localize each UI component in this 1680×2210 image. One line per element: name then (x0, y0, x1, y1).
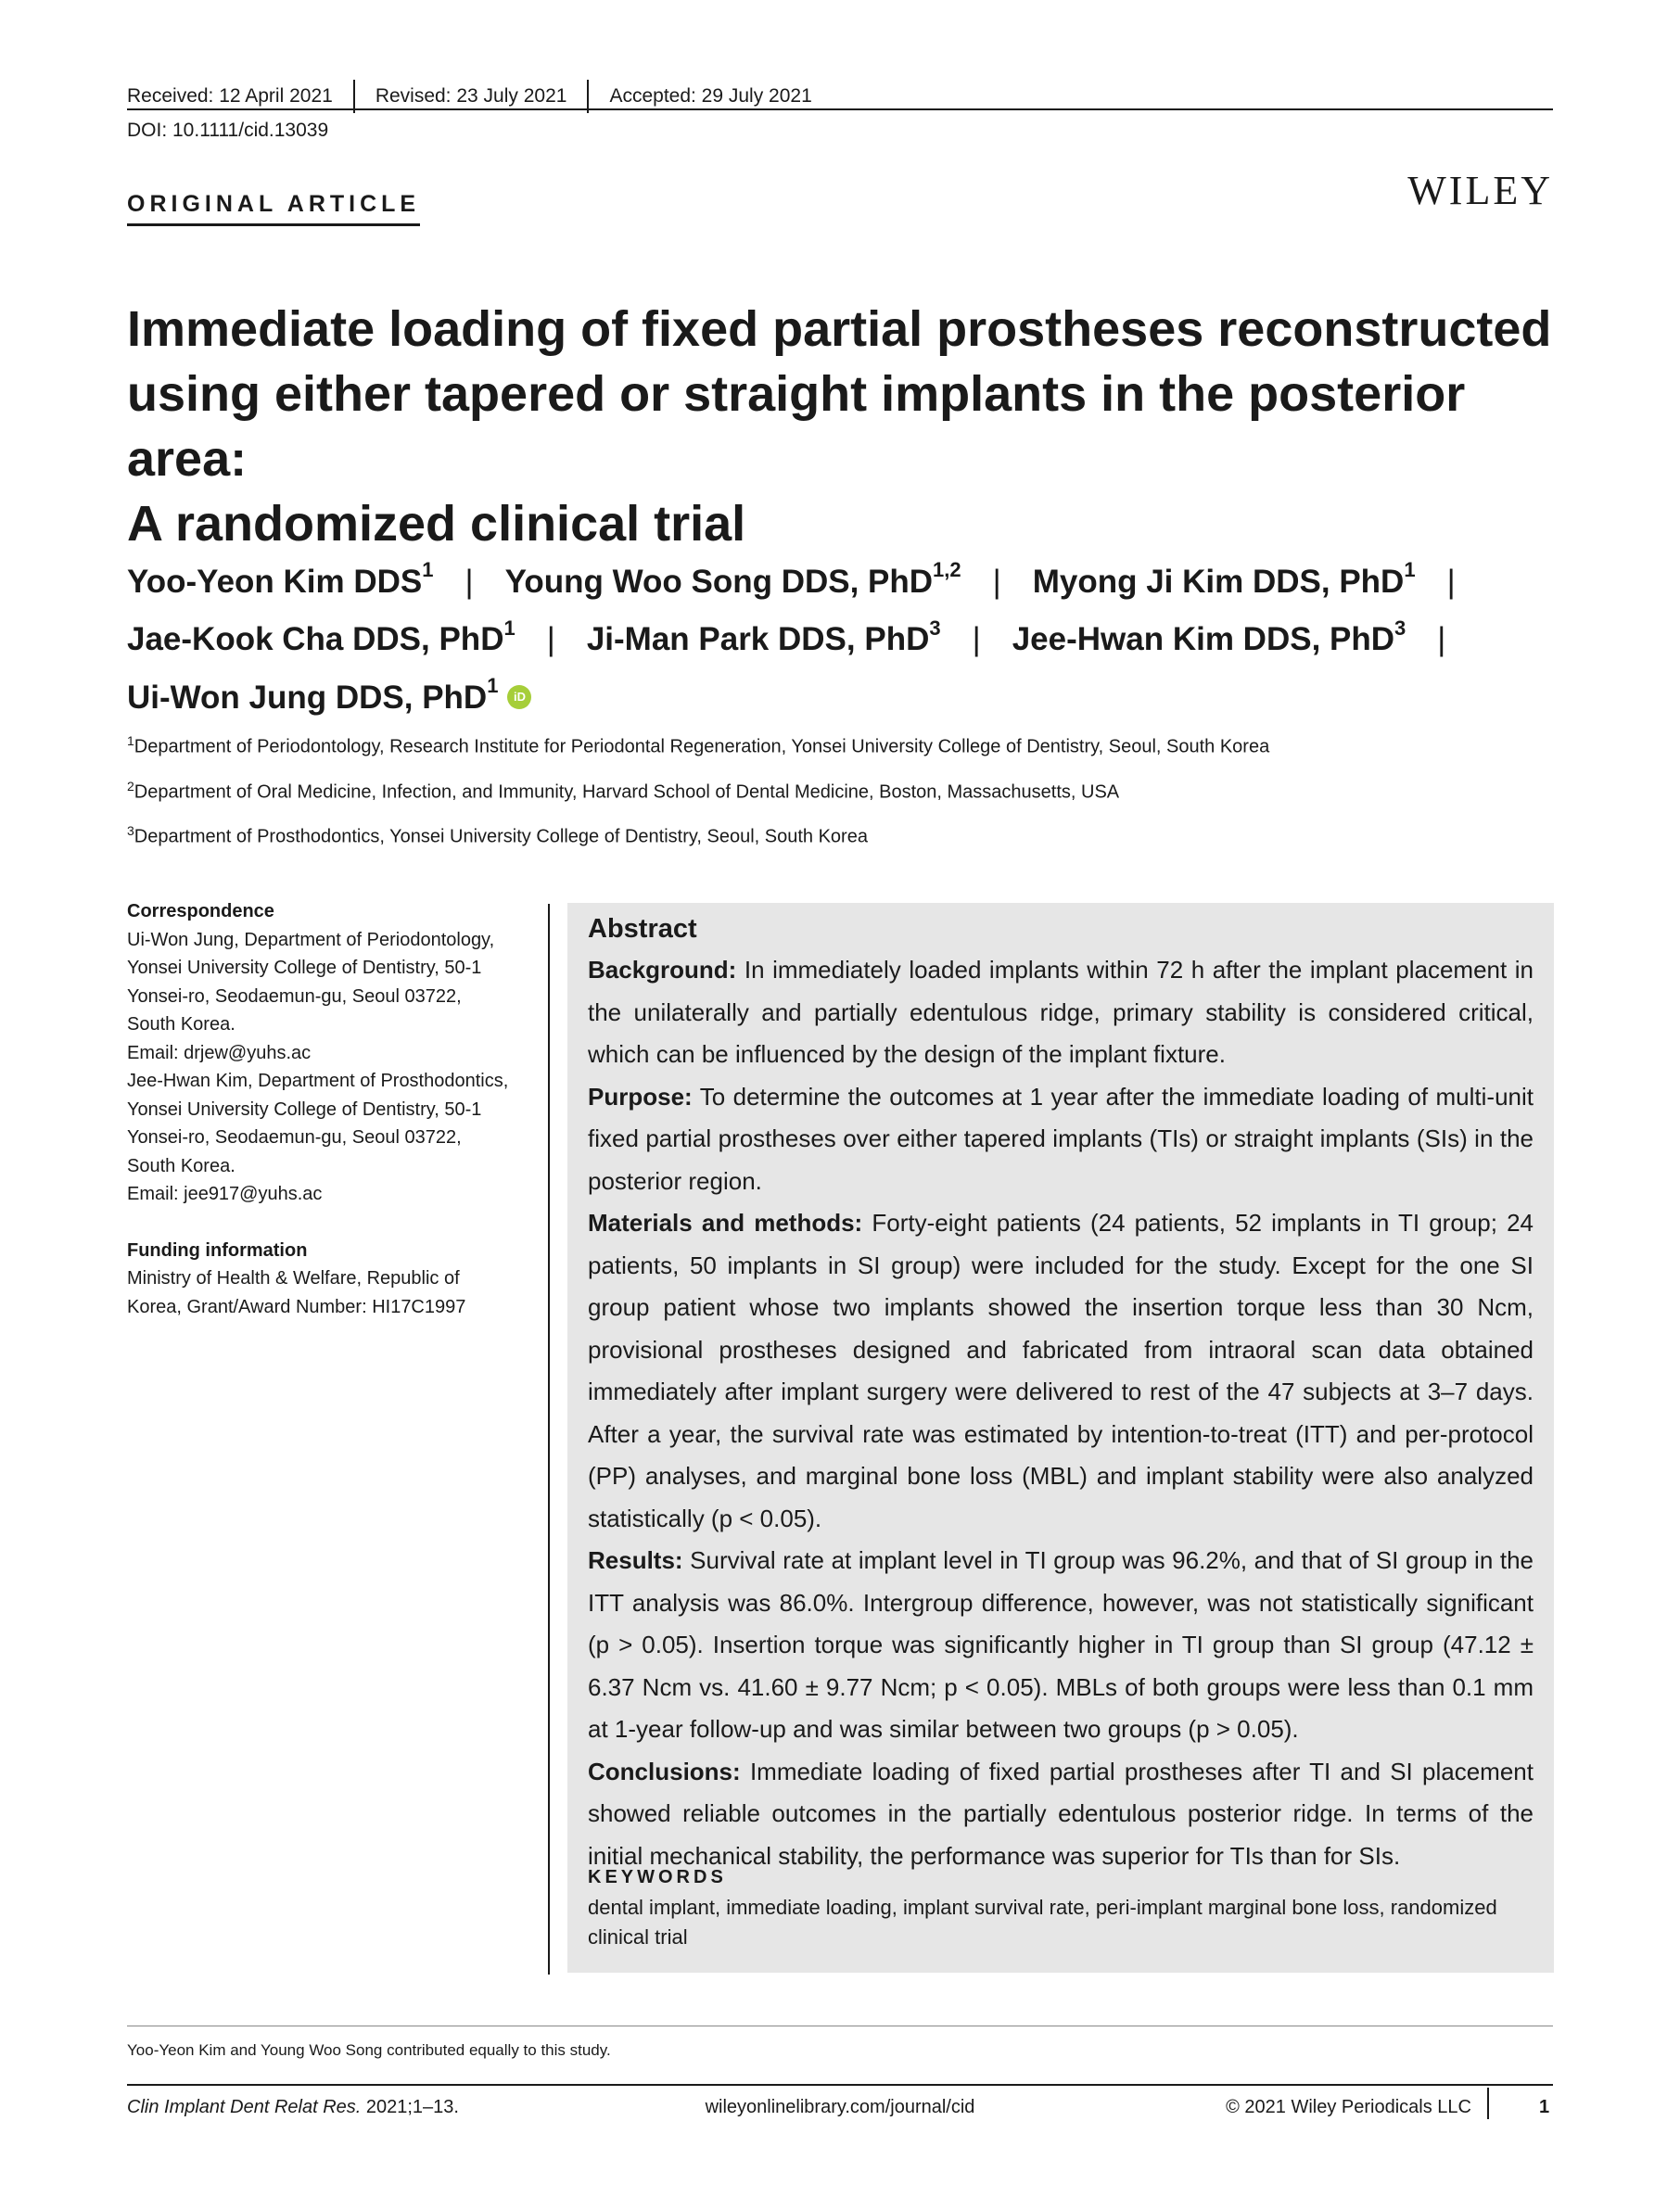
header-rule (127, 108, 1553, 110)
accepted-date: Accepted: 29 July 2021 (609, 85, 812, 107)
journal-url[interactable]: wileyonlinelibrary.com/journal/cid (705, 2097, 975, 2117)
author-separator: | (992, 563, 1001, 600)
abstract-results: Results: Survival rate at implant level in TI group was 96.2%, and that of SI group in the ITT analysis was 86.0%. Intergroup difference, however, was not statistically significant (p > 0.05). Insertion torque was significantly higher in TI group than SI group (47.12 ± 6.37 Ncm vs. 41.60 ± 9.77 Ncm; p < 0.05). MBLs of both groups were less than 0.1 mm at 1-year follow-up and was similar between two groups (p > 0.05). (588, 1546, 1534, 1743)
footer-divider (1487, 2088, 1489, 2119)
correspondence-line: South Korea. (127, 1014, 235, 1035)
affiliation: $^2$Department of Oral Medicine, Infection, and Immunity, Harvard School of Dental Medicine, Boston, Massachusetts, USA (127, 778, 1120, 803)
author-list (127, 549, 1573, 723)
abstract-methods: Materials and methods: Forty-eight patients (24 patients, 52 implants in TI group; 24 patients, 50 implants in SI group) were included for the study. Except for the one SI group patient whose two implants showed the insertion torque less than 30 Ncm, provisional prostheses designed and fabricated from intraoral scan data obtained immediately after implant surgery were delivered to rest of the 47 subjects at 3–7 days. After a year, the survival rate was estimated by intention-to-treat (ITT) and per-protocol (PP) analyses, and marginal bone loss (MBL) and implant stability were also analyzed statistically (p < 0.05). (588, 1209, 1534, 1532)
orcid-icon[interactable]: iD (507, 685, 531, 709)
column-divider (548, 904, 550, 1975)
page-number: 1 (1539, 2097, 1550, 2117)
author: Myong Ji Kim DDS, PhD$^1$ (1032, 558, 1416, 600)
affiliation: $^3$Department of Prosthodontics, Yonsei University College of Dentistry, Seoul, South Korea (127, 823, 868, 847)
abstract-heading: Abstract (588, 914, 697, 944)
correspondence-line: South Korea. (127, 1155, 235, 1176)
author-separator: | (1437, 621, 1446, 658)
title-line: using either tapered or straight implants in the posterior area: (127, 366, 1466, 487)
author: Ui-Won Jung DDS, PhD$^1$ (127, 674, 499, 716)
journal-citation: Clin Implant Dent Relat Res. 2021;1–13. (127, 2097, 459, 2117)
correspondence-line: Ui-Won Jung, Department of Periodontology, (127, 929, 495, 950)
received-date: Received: 12 April 2021 (127, 85, 333, 107)
revised-date: Revised: 23 July 2021 (375, 85, 567, 107)
abstract-purpose: Purpose: To determine the outcomes at 1 year after the immediate loading of multi-unit fixed partial prostheses over either tapered implants (TIs) or straight implants (SIs) in the posterior region. (588, 1082, 1534, 1195)
correspondence-line: Yonsei-ro, Seodaemun-gu, Seoul 03722, (127, 1127, 462, 1148)
author-separator: | (465, 563, 474, 600)
article-title (127, 297, 1573, 556)
doi[interactable]: DOI: 10.1111/cid.13039 (127, 120, 329, 141)
author-line (127, 549, 1573, 607)
sidebar-info (127, 897, 535, 1321)
abstract-conclusions: Conclusions: Immediate loading of fixed partial prostheses after TI and SI placement showed reliable outcomes in the partially edentulous posterior ridge. In terms of the initial mechanical stability, the performance was superior for TIs than for SIs. (588, 1757, 1534, 1870)
keywords-heading: KEYWORDS (588, 1867, 727, 1887)
author-separator: | (972, 621, 981, 658)
copyright: © 2021 Wiley Periodicals LLC (1226, 2097, 1471, 2117)
title-line: A randomized clinical trial (127, 496, 746, 552)
abstract-background: Background: In immediately loaded implants within 72 h after the implant placement in the unilaterally and partially edentulous ridge, primary stability is considered critical, which can be influenced by the design of the implant fixture. (588, 956, 1534, 1068)
affiliations (127, 721, 1573, 857)
author-separator: | (1446, 563, 1456, 600)
correspondence-line: Yonsei University College of Dentistry, 50-1 (127, 1099, 482, 1120)
correspondence-heading: Correspondence (127, 901, 274, 921)
author: Young Woo Song DDS, PhD$^{1,2}$ (504, 558, 961, 600)
publisher-logo: WILEY (1407, 168, 1553, 213)
keywords: dental implant, immediate loading, implant survival rate, peri-implant marginal bone loss, randomized clinical trial (588, 1896, 1497, 1949)
correspondence-line: Yonsei University College of Dentistry, 50-1 (127, 958, 482, 978)
author: Ji-Man Park DDS, PhD$^3$ (586, 616, 941, 658)
affiliation: $^1$Department of Periodontology, Research Institute for Periodontal Regeneration, Yonsei University College of Dentistry, Seoul, South Korea (127, 733, 1270, 757)
title-line: Immediate loading of fixed partial prostheses reconstructed (127, 301, 1552, 357)
funding-line: Korea, Grant/Award Number: HI17C1997 (127, 1296, 466, 1317)
author: Jee-Hwan Kim DDS, PhD$^3$ (1012, 616, 1406, 658)
abstract-box (567, 903, 1554, 1973)
author: Jae-Kook Cha DDS, PhD$^1$ (127, 616, 515, 658)
correspondence-email[interactable]: Email: jee917@yuhs.ac (127, 1184, 323, 1204)
funding-line: Ministry of Health & Welfare, Republic of (127, 1268, 460, 1289)
author-line (127, 665, 1573, 723)
author-separator: | (546, 621, 555, 658)
footer-rule (127, 2084, 1553, 2086)
author-line (127, 607, 1573, 666)
correspondence-email[interactable]: Email: drjew@yuhs.ac (127, 1042, 312, 1063)
correspondence-line: Jee-Hwan Kim, Department of Prosthodontics, (127, 1071, 509, 1091)
footnote: Yoo-Yeon Kim and Young Woo Song contributed equally to this study. (127, 2041, 611, 2059)
funding-heading: Funding information (127, 1239, 308, 1261)
article-type: ORIGINAL ARTICLE (127, 191, 420, 226)
correspondence-line: Yonsei-ro, Seodaemun-gu, Seoul 03722, (127, 985, 462, 1007)
author: Yoo-Yeon Kim DDS$^1$ (127, 558, 434, 600)
